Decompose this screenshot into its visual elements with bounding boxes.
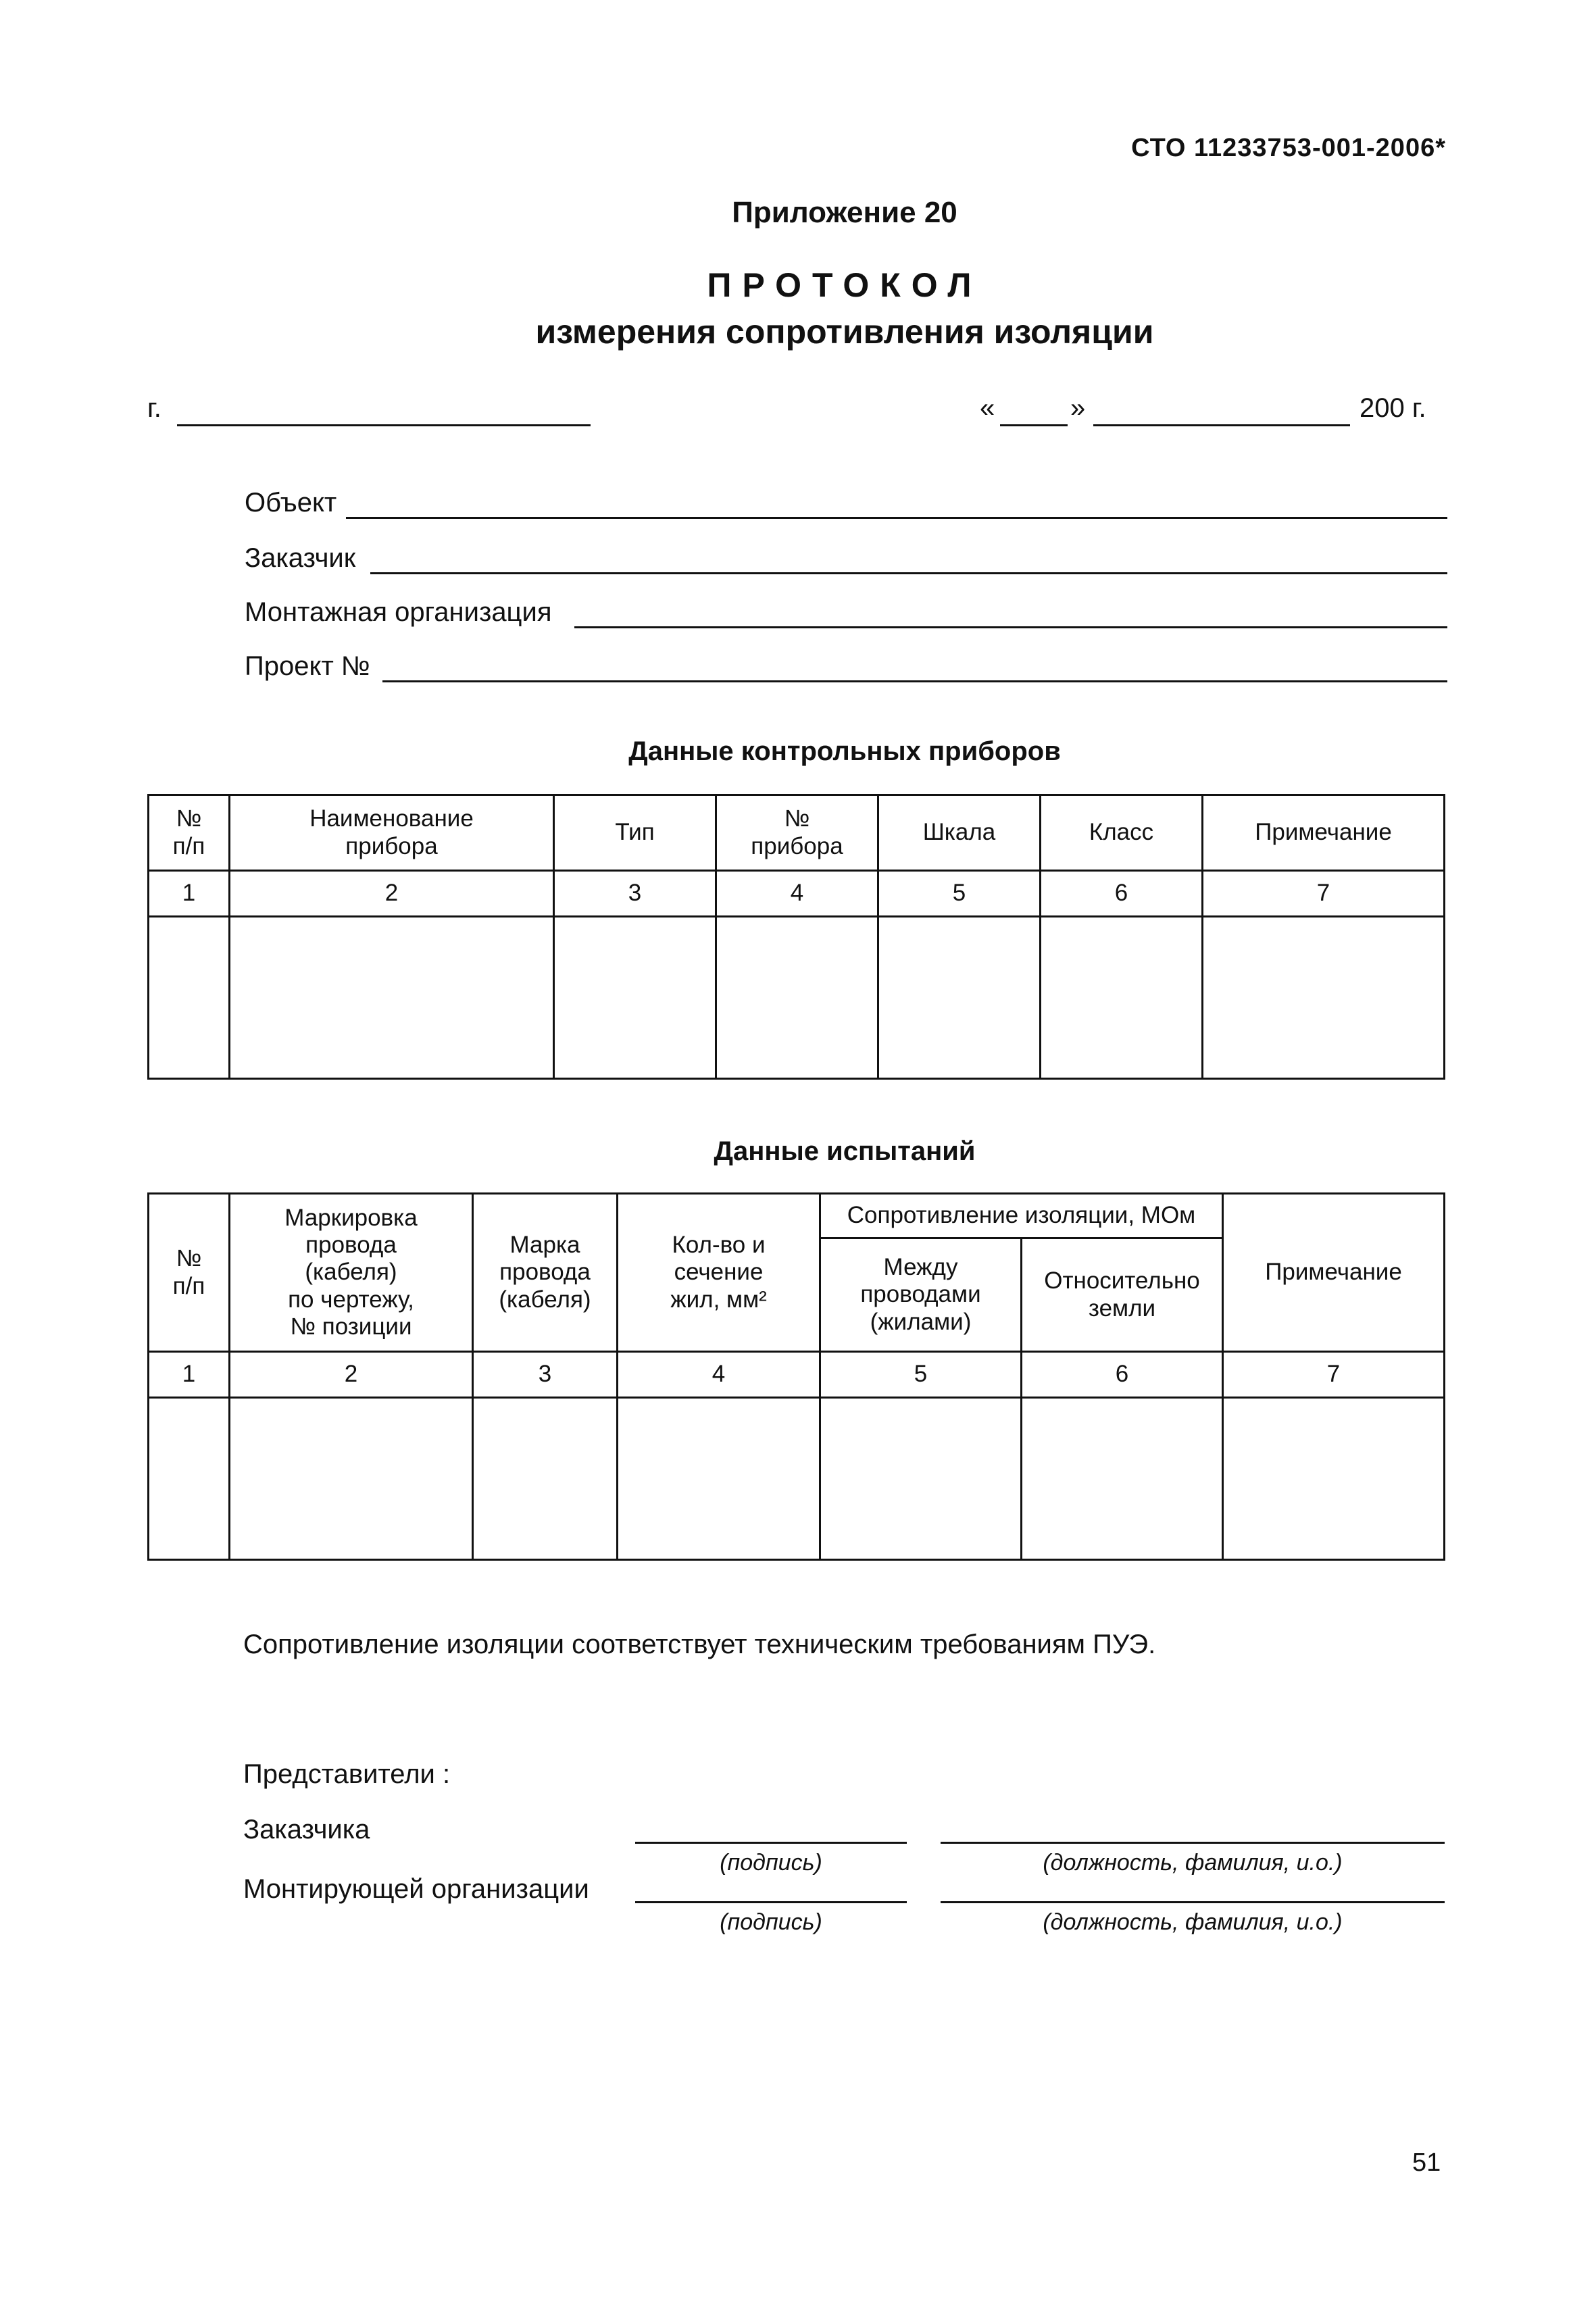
tests-cell[interactable] (820, 1398, 1022, 1560)
instruments-cell[interactable] (878, 917, 1041, 1079)
instruments-header-type: Тип (554, 795, 716, 871)
tests-header-ground: Относительно земли (1022, 1238, 1223, 1352)
instruments-cell[interactable] (1203, 917, 1445, 1079)
tests-header-brand: Марка провода (кабеля) (473, 1194, 618, 1352)
tests-header-note: Примечание (1223, 1194, 1445, 1352)
contractor-label: Монтирующей организации (243, 1874, 589, 1904)
column-number: 6 (1022, 1352, 1223, 1398)
customer-signature-line[interactable] (635, 1842, 907, 1844)
column-number: 2 (230, 871, 554, 917)
tests-cell[interactable] (473, 1398, 618, 1560)
representatives-title: Представители : (243, 1759, 451, 1789)
contractor-position-line[interactable] (941, 1901, 1445, 1903)
tests-heading: Данные испытаний (714, 1136, 976, 1166)
column-number: 7 (1223, 1352, 1445, 1398)
contractor-position-caption: (должность, фамилия, и.о.) (1043, 1909, 1343, 1935)
column-number: 1 (149, 1352, 230, 1398)
tests-header-marking: Маркировка провода (кабеля) по чертежу, № позиции (230, 1194, 473, 1352)
year-text: 200 г. (1360, 393, 1426, 423)
column-number: 5 (878, 871, 1041, 917)
instruments-cell[interactable] (230, 917, 554, 1079)
customer-position-caption: (должность, фамилия, и.о.) (1043, 1850, 1343, 1876)
conclusion-text: Сопротивление изоляции соответствует техническим требованиям ПУЭ. (243, 1630, 1156, 1659)
field-line-installer[interactable] (574, 626, 1447, 628)
field-label-object: Объект (245, 488, 337, 518)
column-number: 2 (230, 1352, 473, 1398)
instruments-header-name: Наименование прибора (230, 795, 554, 871)
tests-table (147, 1192, 1445, 1561)
page-number: 51 (1412, 2148, 1441, 2177)
customer-position-line[interactable] (941, 1842, 1445, 1844)
instruments-header-num: № п/п (149, 795, 230, 871)
instruments-cell[interactable] (149, 917, 230, 1079)
column-number: 4 (716, 871, 878, 917)
tests-number-row (149, 1352, 1445, 1398)
contractor-signature-line[interactable] (635, 1901, 907, 1903)
field-line-customer[interactable] (370, 572, 1447, 574)
instruments-cell[interactable] (1041, 917, 1203, 1079)
contractor-signature-caption: (подпись) (720, 1909, 822, 1935)
field-label-project: Проект № (245, 651, 370, 681)
tests-header-row-1 (149, 1194, 1445, 1238)
city-prefix: г. (147, 393, 161, 423)
day-field-line[interactable] (1000, 424, 1068, 426)
instruments-header-scale: Шкала (878, 795, 1041, 871)
field-label-installer: Монтажная организация (245, 597, 552, 627)
customer-label: Заказчика (243, 1815, 370, 1844)
instruments-number-row (149, 871, 1445, 917)
customer-signature-caption: (подпись) (720, 1850, 822, 1876)
tests-header-between: Между проводами (жилами) (820, 1238, 1022, 1352)
page-title: ПРОТОКОЛ (707, 266, 982, 304)
instruments-cell[interactable] (554, 917, 716, 1079)
appendix-label: Приложение 20 (732, 196, 957, 229)
column-number: 3 (554, 871, 716, 917)
city-field-line[interactable] (177, 424, 591, 426)
instruments-header-device-num: № прибора (716, 795, 878, 871)
column-number: 4 (618, 1352, 820, 1398)
tests-cell[interactable] (618, 1398, 820, 1560)
tests-cell[interactable] (1223, 1398, 1445, 1560)
column-number: 5 (820, 1352, 1022, 1398)
tests-data-row (149, 1398, 1445, 1560)
field-line-object[interactable] (346, 517, 1447, 519)
quote-open: « (980, 393, 995, 423)
column-number: 3 (473, 1352, 618, 1398)
tests-header-resistance: Сопротивление изоляции, МОм (820, 1194, 1223, 1238)
instruments-heading: Данные контрольных приборов (628, 736, 1061, 766)
instruments-data-row (149, 917, 1445, 1079)
field-line-project[interactable] (382, 680, 1447, 682)
column-number: 7 (1203, 871, 1445, 917)
column-number: 6 (1041, 871, 1203, 917)
instruments-table (147, 794, 1445, 1080)
month-field-line[interactable] (1093, 424, 1350, 426)
field-label-customer: Заказчик (245, 543, 356, 573)
tests-header-count: Кол-во и сечение жил, мм² (618, 1194, 820, 1352)
instruments-header-note: Примечание (1203, 795, 1445, 871)
quote-close: » (1070, 393, 1086, 423)
tests-cell[interactable] (149, 1398, 230, 1560)
instruments-cell[interactable] (716, 917, 878, 1079)
document-code: СТО 11233753-001-2006* (1131, 134, 1446, 162)
tests-cell[interactable] (230, 1398, 473, 1560)
tests-cell[interactable] (1022, 1398, 1223, 1560)
column-number: 1 (149, 871, 230, 917)
instruments-header-class: Класс (1041, 795, 1203, 871)
instruments-header-row (149, 795, 1445, 871)
tests-header-num: № п/п (149, 1194, 230, 1352)
page-subtitle: измерения сопротивления изоляции (535, 313, 1154, 351)
